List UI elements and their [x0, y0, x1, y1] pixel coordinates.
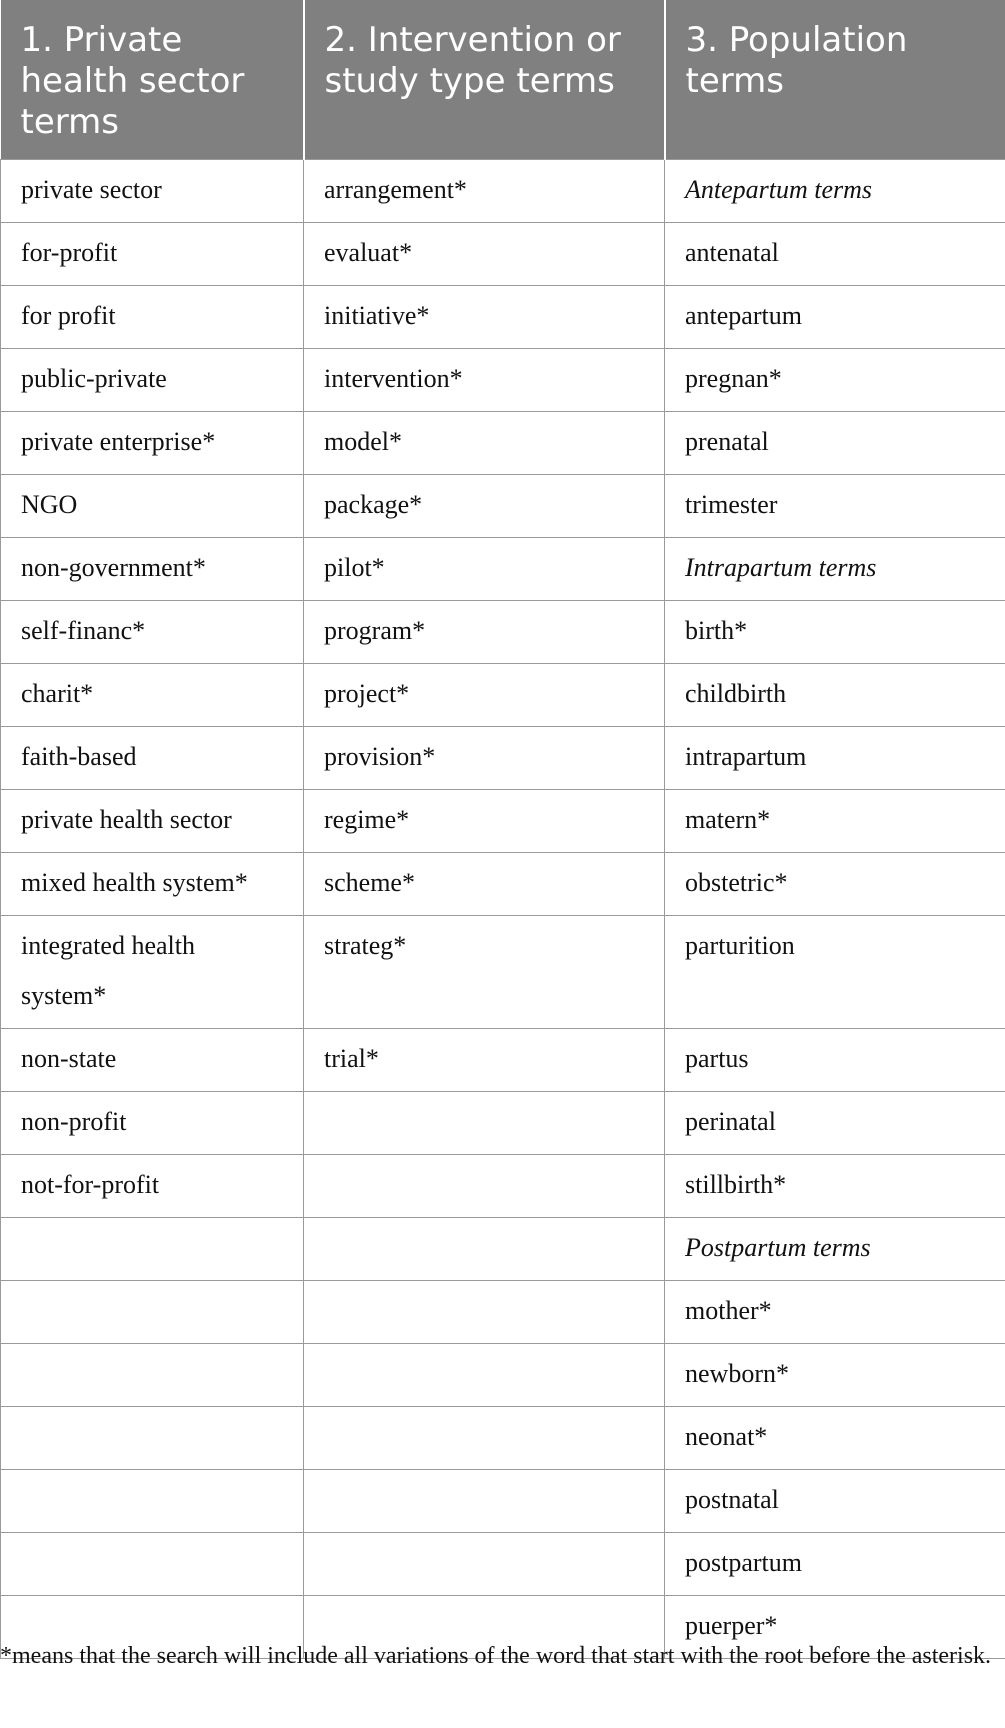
population-term-cell: partus [665, 1029, 1005, 1092]
intervention-term-cell [304, 1344, 665, 1407]
population-term-cell: stillbirth* [665, 1155, 1005, 1218]
private-sector-term-cell: mixed health system* [1, 853, 304, 916]
population-term-cell: intrapartum [665, 727, 1005, 790]
table-row [1, 538, 1005, 601]
intervention-term-cell [304, 1092, 665, 1155]
private-sector-term-cell [1, 1218, 304, 1281]
table-row [1, 727, 1005, 790]
table-body [1, 160, 1005, 1659]
table-header [1, 0, 1005, 160]
population-term-cell: postnatal [665, 1470, 1005, 1533]
intervention-term-cell: intervention* [304, 349, 665, 412]
private-sector-term-cell: non-state [1, 1029, 304, 1092]
intervention-term-cell: trial* [304, 1029, 665, 1092]
intervention-term-cell: arrangement* [304, 160, 665, 223]
table-row [1, 916, 1005, 1029]
intervention-term-cell [304, 1281, 665, 1344]
private-sector-term-cell: charit* [1, 664, 304, 727]
intervention-term-cell: project* [304, 664, 665, 727]
table-row [1, 160, 1005, 223]
intervention-term-cell: pilot* [304, 538, 665, 601]
table-row [1, 1092, 1005, 1155]
intervention-term-cell: initiative* [304, 286, 665, 349]
intervention-term-cell: scheme* [304, 853, 665, 916]
private-sector-term-cell [1, 1533, 304, 1596]
table-row [1, 1407, 1005, 1470]
population-term-cell: matern* [665, 790, 1005, 853]
private-sector-term-cell: integrated health system* [1, 916, 304, 1029]
table-row [1, 1281, 1005, 1344]
table-footnote: *means that the search will include all variations of the word that start with the root before the asterisk. [0, 1643, 992, 1669]
table-row [1, 223, 1005, 286]
private-sector-term-cell: public-private [1, 349, 304, 412]
header-population: 3. Population terms [665, 0, 1005, 160]
population-term-cell: obstetric* [665, 853, 1005, 916]
population-term-cell: Antepartum terms [665, 160, 1005, 223]
intervention-term-cell: strateg* [304, 916, 665, 1029]
population-term-cell: prenatal [665, 412, 1005, 475]
table-row [1, 1029, 1005, 1092]
private-sector-term-cell: NGO [1, 475, 304, 538]
private-sector-term-cell: faith-based [1, 727, 304, 790]
private-sector-term-cell: private health sector [1, 790, 304, 853]
population-term-cell: antepartum [665, 286, 1005, 349]
table-row [1, 790, 1005, 853]
table-row [1, 664, 1005, 727]
intervention-term-cell: regime* [304, 790, 665, 853]
intervention-term-cell [304, 1470, 665, 1533]
private-sector-term-cell: non-profit [1, 1092, 304, 1155]
table-row [1, 412, 1005, 475]
population-term-cell: mother* [665, 1281, 1005, 1344]
intervention-term-cell: model* [304, 412, 665, 475]
private-sector-term-cell [1, 1407, 304, 1470]
table-row [1, 1470, 1005, 1533]
table-row [1, 853, 1005, 916]
header-private-health-sector: 1. Private health sector terms [1, 0, 304, 160]
private-sector-term-cell: non-government* [1, 538, 304, 601]
intervention-term-cell: program* [304, 601, 665, 664]
population-term-cell: parturition [665, 916, 1005, 1029]
intervention-term-cell [304, 1533, 665, 1596]
private-sector-term-cell [1, 1470, 304, 1533]
intervention-term-cell: provision* [304, 727, 665, 790]
intervention-term-cell [304, 1407, 665, 1470]
table-row [1, 1218, 1005, 1281]
private-sector-term-cell: self-financ* [1, 601, 304, 664]
intervention-term-cell: evaluat* [304, 223, 665, 286]
header-row [1, 0, 1005, 160]
table-row [1, 1155, 1005, 1218]
intervention-term-cell [304, 1218, 665, 1281]
population-term-cell: puerper* [665, 1596, 1005, 1659]
table-row [1, 286, 1005, 349]
private-sector-term-cell [1, 1344, 304, 1407]
private-sector-term-cell: not-for-profit [1, 1155, 304, 1218]
population-term-cell: perinatal [665, 1092, 1005, 1155]
population-term-cell: childbirth [665, 664, 1005, 727]
population-term-cell: postpartum [665, 1533, 1005, 1596]
population-term-cell: Postpartum terms [665, 1218, 1005, 1281]
intervention-term-cell: package* [304, 475, 665, 538]
population-term-cell: Intrapartum terms [665, 538, 1005, 601]
intervention-term-cell [304, 1155, 665, 1218]
private-sector-term-cell [1, 1281, 304, 1344]
private-sector-term-cell: for profit [1, 286, 304, 349]
header-intervention-study-type: 2. Intervention or study type terms [304, 0, 665, 160]
table-row [1, 475, 1005, 538]
population-term-cell: neonat* [665, 1407, 1005, 1470]
table-row [1, 601, 1005, 664]
table-row [1, 1344, 1005, 1407]
table-row [1, 349, 1005, 412]
population-term-cell: trimester [665, 475, 1005, 538]
population-term-cell: birth* [665, 601, 1005, 664]
private-sector-term-cell: for-profit [1, 223, 304, 286]
table-row [1, 1533, 1005, 1596]
population-term-cell: newborn* [665, 1344, 1005, 1407]
private-sector-term-cell: private sector [1, 160, 304, 223]
private-sector-term-cell: private enterprise* [1, 412, 304, 475]
population-term-cell: antenatal [665, 223, 1005, 286]
population-term-cell: pregnan* [665, 349, 1005, 412]
